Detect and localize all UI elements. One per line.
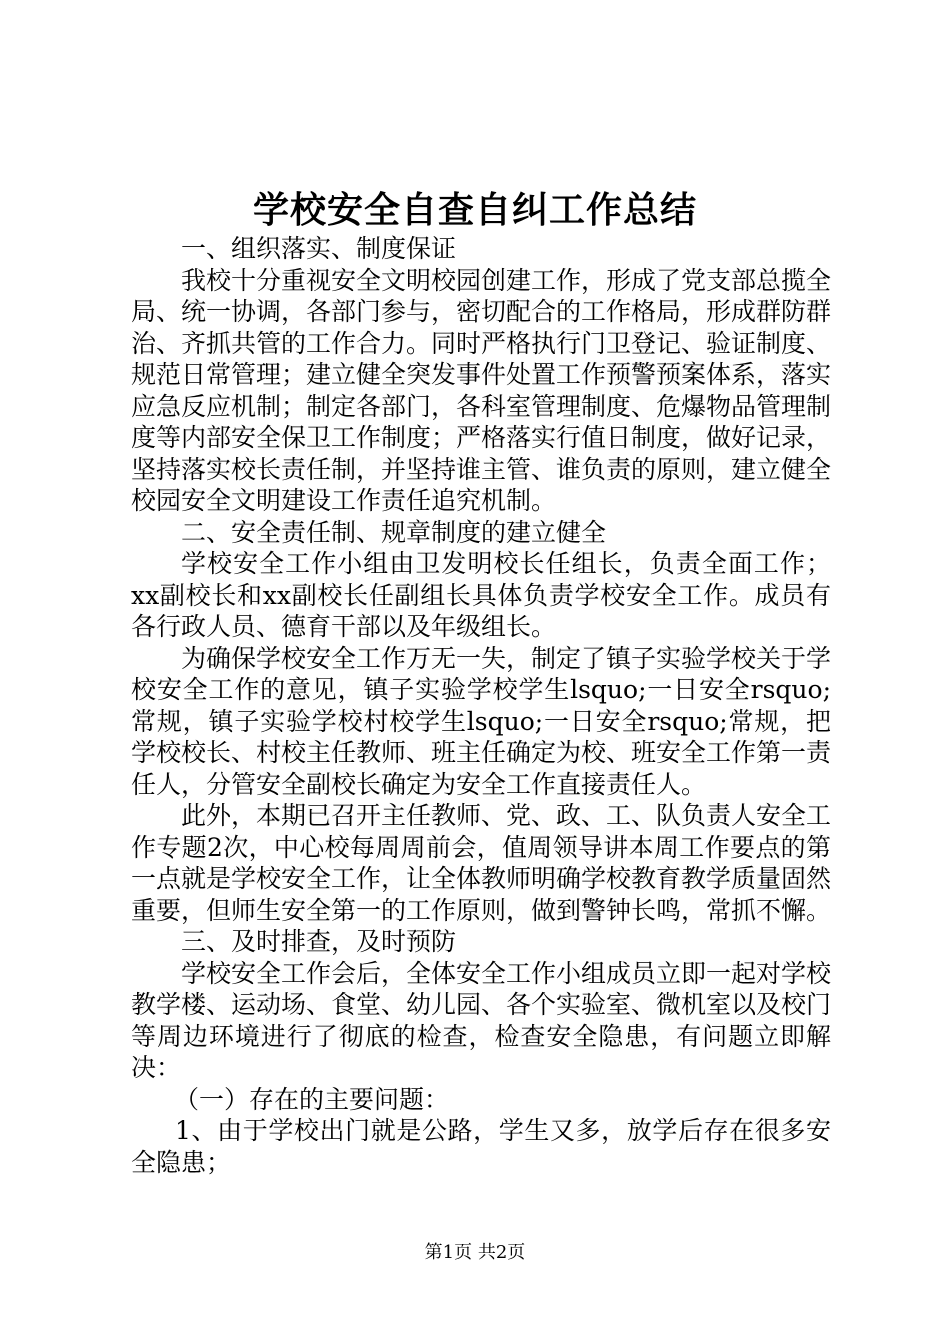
- paragraph: 学校安全工作小组由卫发明校长任组长，负责全面工作；xx副校长和xx副校长任副组长具体负责学校安全工作。成员有各行政人员、德育干部以及年级组长。: [131, 549, 831, 641]
- paragraph: 学校安全工作会后，全体安全工作小组成员立即一起对学校教学楼、运动场、食堂、幼儿园、各个实验室、微机室以及校门等周边环境进行了彻底的检查，检查安全隐患，有问题立即解决：: [131, 958, 832, 1082]
- paragraph: 我校十分重视安全文明校园创建工作，形成了党支部总揽全局、统一协调，各部门参与，密切配合的工作格局，形成群防群治、齐抓共管的工作合力。同时严格执行门卫登记、验证制度、规范日常管理；建立健全突发事件处置工作预警预案体系，落实应急反应机制；制定各部门，各科室管理制度、危爆物品管理制度等内部安全保卫工作制度；严格落实行值日制度，做好记录，坚持落实校长责任制，并坚持谁主管、谁负责的原则，建立健全校园安全文明建设工作责任追究机制。: [131, 265, 832, 515]
- section-heading-2: 二、安全责任制、规章制度的建立健全: [181, 517, 607, 547]
- document-title: 学校安全自查自纠工作总结: [252, 189, 697, 231]
- section-heading-1: 一、组织落实、制度保证: [181, 234, 457, 263]
- document-body: [131, 233, 831, 1178]
- paragraph: 为确保学校安全工作万无一失，制定了镇子实验学校关于学校安全工作的意见，镇子实验学校学生lsquo;一日安全rsquo;常规，镇子实验学校村校学生lsquo;一日安全rsquo;常规，把学校校长、村校主任教师、班主任确定为校、班安全工作第一责任人，分管安全副校长确定为安全工作直接责任人。: [131, 643, 832, 799]
- sub-heading: （一）存在的主要问题：: [174, 1084, 450, 1114]
- section-heading-3: 三、及时排查，及时预防: [181, 927, 457, 956]
- page-footer: 第1页 共2页: [424, 1242, 526, 1263]
- list-item: 1、由于学校出门就是公路，学生又多，放学后存在很多安全隐患；: [131, 1116, 831, 1177]
- paragraph: 此外，本期已召开主任教师、党、政、工、队负责人安全工作专题2次，中心校每周周前会，值周领导讲本周工作要点的第一点就是学校安全工作，让全体教师明确学校教育教学质量固然重要，但师生安全第一的工作原则，做到警钟长鸣，常抓不懈。: [131, 801, 832, 925]
